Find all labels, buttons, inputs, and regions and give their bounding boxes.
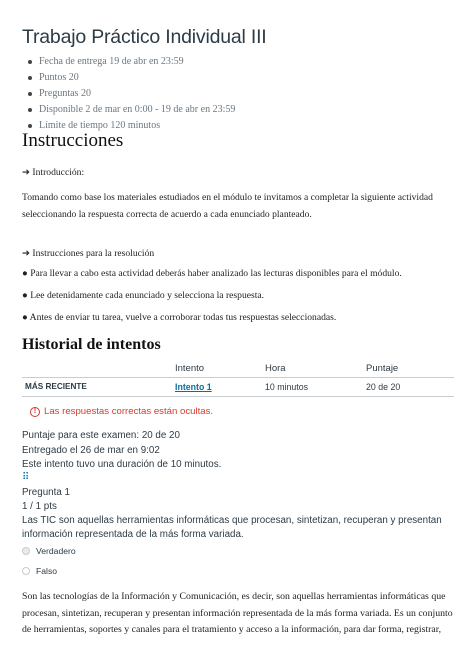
question-text: Las TIC son aquellas herramientas informáticas que procesan, sintetizan, recuperan y presentan información representada de la más forma variada.: [22, 515, 442, 540]
latest-label: MÁS RECIENTE: [22, 377, 172, 396]
column-header-attempt: Intento: [172, 361, 262, 377]
intro-label: ➔ Introducción:: [22, 167, 85, 178]
radio-icon[interactable]: [22, 567, 30, 575]
hidden-answers-notice: [30, 406, 213, 417]
instruction-bullet: ● Antes de enviar tu tarea, vuelve a corroborar todas tus respuestas seleccionadas.: [22, 312, 337, 323]
table-header-row: [22, 361, 454, 377]
instruction-bullet: ● Para llevar a cabo esta actividad deberás haber analizado las lecturas disponibles para el módulo.: [22, 268, 402, 279]
column-header-score: Puntaje: [363, 361, 454, 377]
question-title: Pregunta 1: [22, 487, 70, 498]
answer-label: Verdadero: [36, 546, 76, 556]
answer-label: Falso: [36, 566, 58, 576]
due-date-detail: Fecha de entrega 19 de abr en 23:59: [22, 54, 235, 70]
attempts-table: [22, 361, 454, 397]
page-title: Trabajo Práctico Individual III: [22, 26, 267, 48]
points-detail: Puntos 20: [22, 70, 235, 86]
attempt-time: 10 minutos: [262, 377, 363, 396]
question-points: 1 / 1 pts: [22, 501, 57, 512]
table-row: [22, 377, 454, 396]
intro-text: Tomando como base los materiales estudiados en el módulo te invitamos a completar la siguiente actividad seleccionando la respuesta correcta de acuerdo a cada enunciado planteado.: [22, 192, 433, 220]
score-line: Puntaje para este examen: 20 de 20: [22, 430, 180, 441]
answer-explanation: Son las tecnologías de la Información y Comunicación, es decir, son aquellas herramientas informáticas que procesan, sintetizan, recuperan y presentan información representada de la más forma variada. Es un conjunto de herramientas, soportes y canales para el tratamiento y acceso a la información, para dar forma, registrar,: [22, 591, 453, 635]
duration-line: Este intento tuvo una duración de 10 minutos.: [22, 459, 222, 470]
availability-detail: Disponible 2 de mar en 0:00 - 19 de abr en 23:59: [22, 102, 235, 118]
attempt-link[interactable]: Intento 1: [175, 381, 212, 392]
warning-icon: !: [30, 407, 40, 417]
submitted-line: Entregado el 26 de mar en 9:02: [22, 445, 160, 456]
radio-icon[interactable]: [22, 547, 30, 555]
history-heading: Historial de intentos: [22, 336, 161, 353]
column-header: [22, 361, 172, 377]
quiz-details-list: [22, 54, 235, 134]
column-header-time: Hora: [262, 361, 363, 377]
answer-option-false[interactable]: [22, 566, 57, 576]
questions-detail: Preguntas 20: [22, 86, 235, 102]
instruction-bullet: ● Lee detenidamente cada enunciado y selecciona la respuesta.: [22, 290, 265, 301]
hidden-answers-text: Las respuestas correctas están ocultas.: [44, 406, 214, 417]
resolution-label: ➔ Instrucciones para la resolución: [22, 248, 155, 259]
time-limit-detail: Límite de tiempo 120 minutos: [22, 118, 235, 134]
drag-handle-icon[interactable]: ⠿: [22, 472, 29, 483]
attempt-score: 20 de 20: [363, 377, 454, 396]
answer-option-true[interactable]: [22, 546, 76, 556]
instructions-heading: Instrucciones: [22, 130, 124, 151]
